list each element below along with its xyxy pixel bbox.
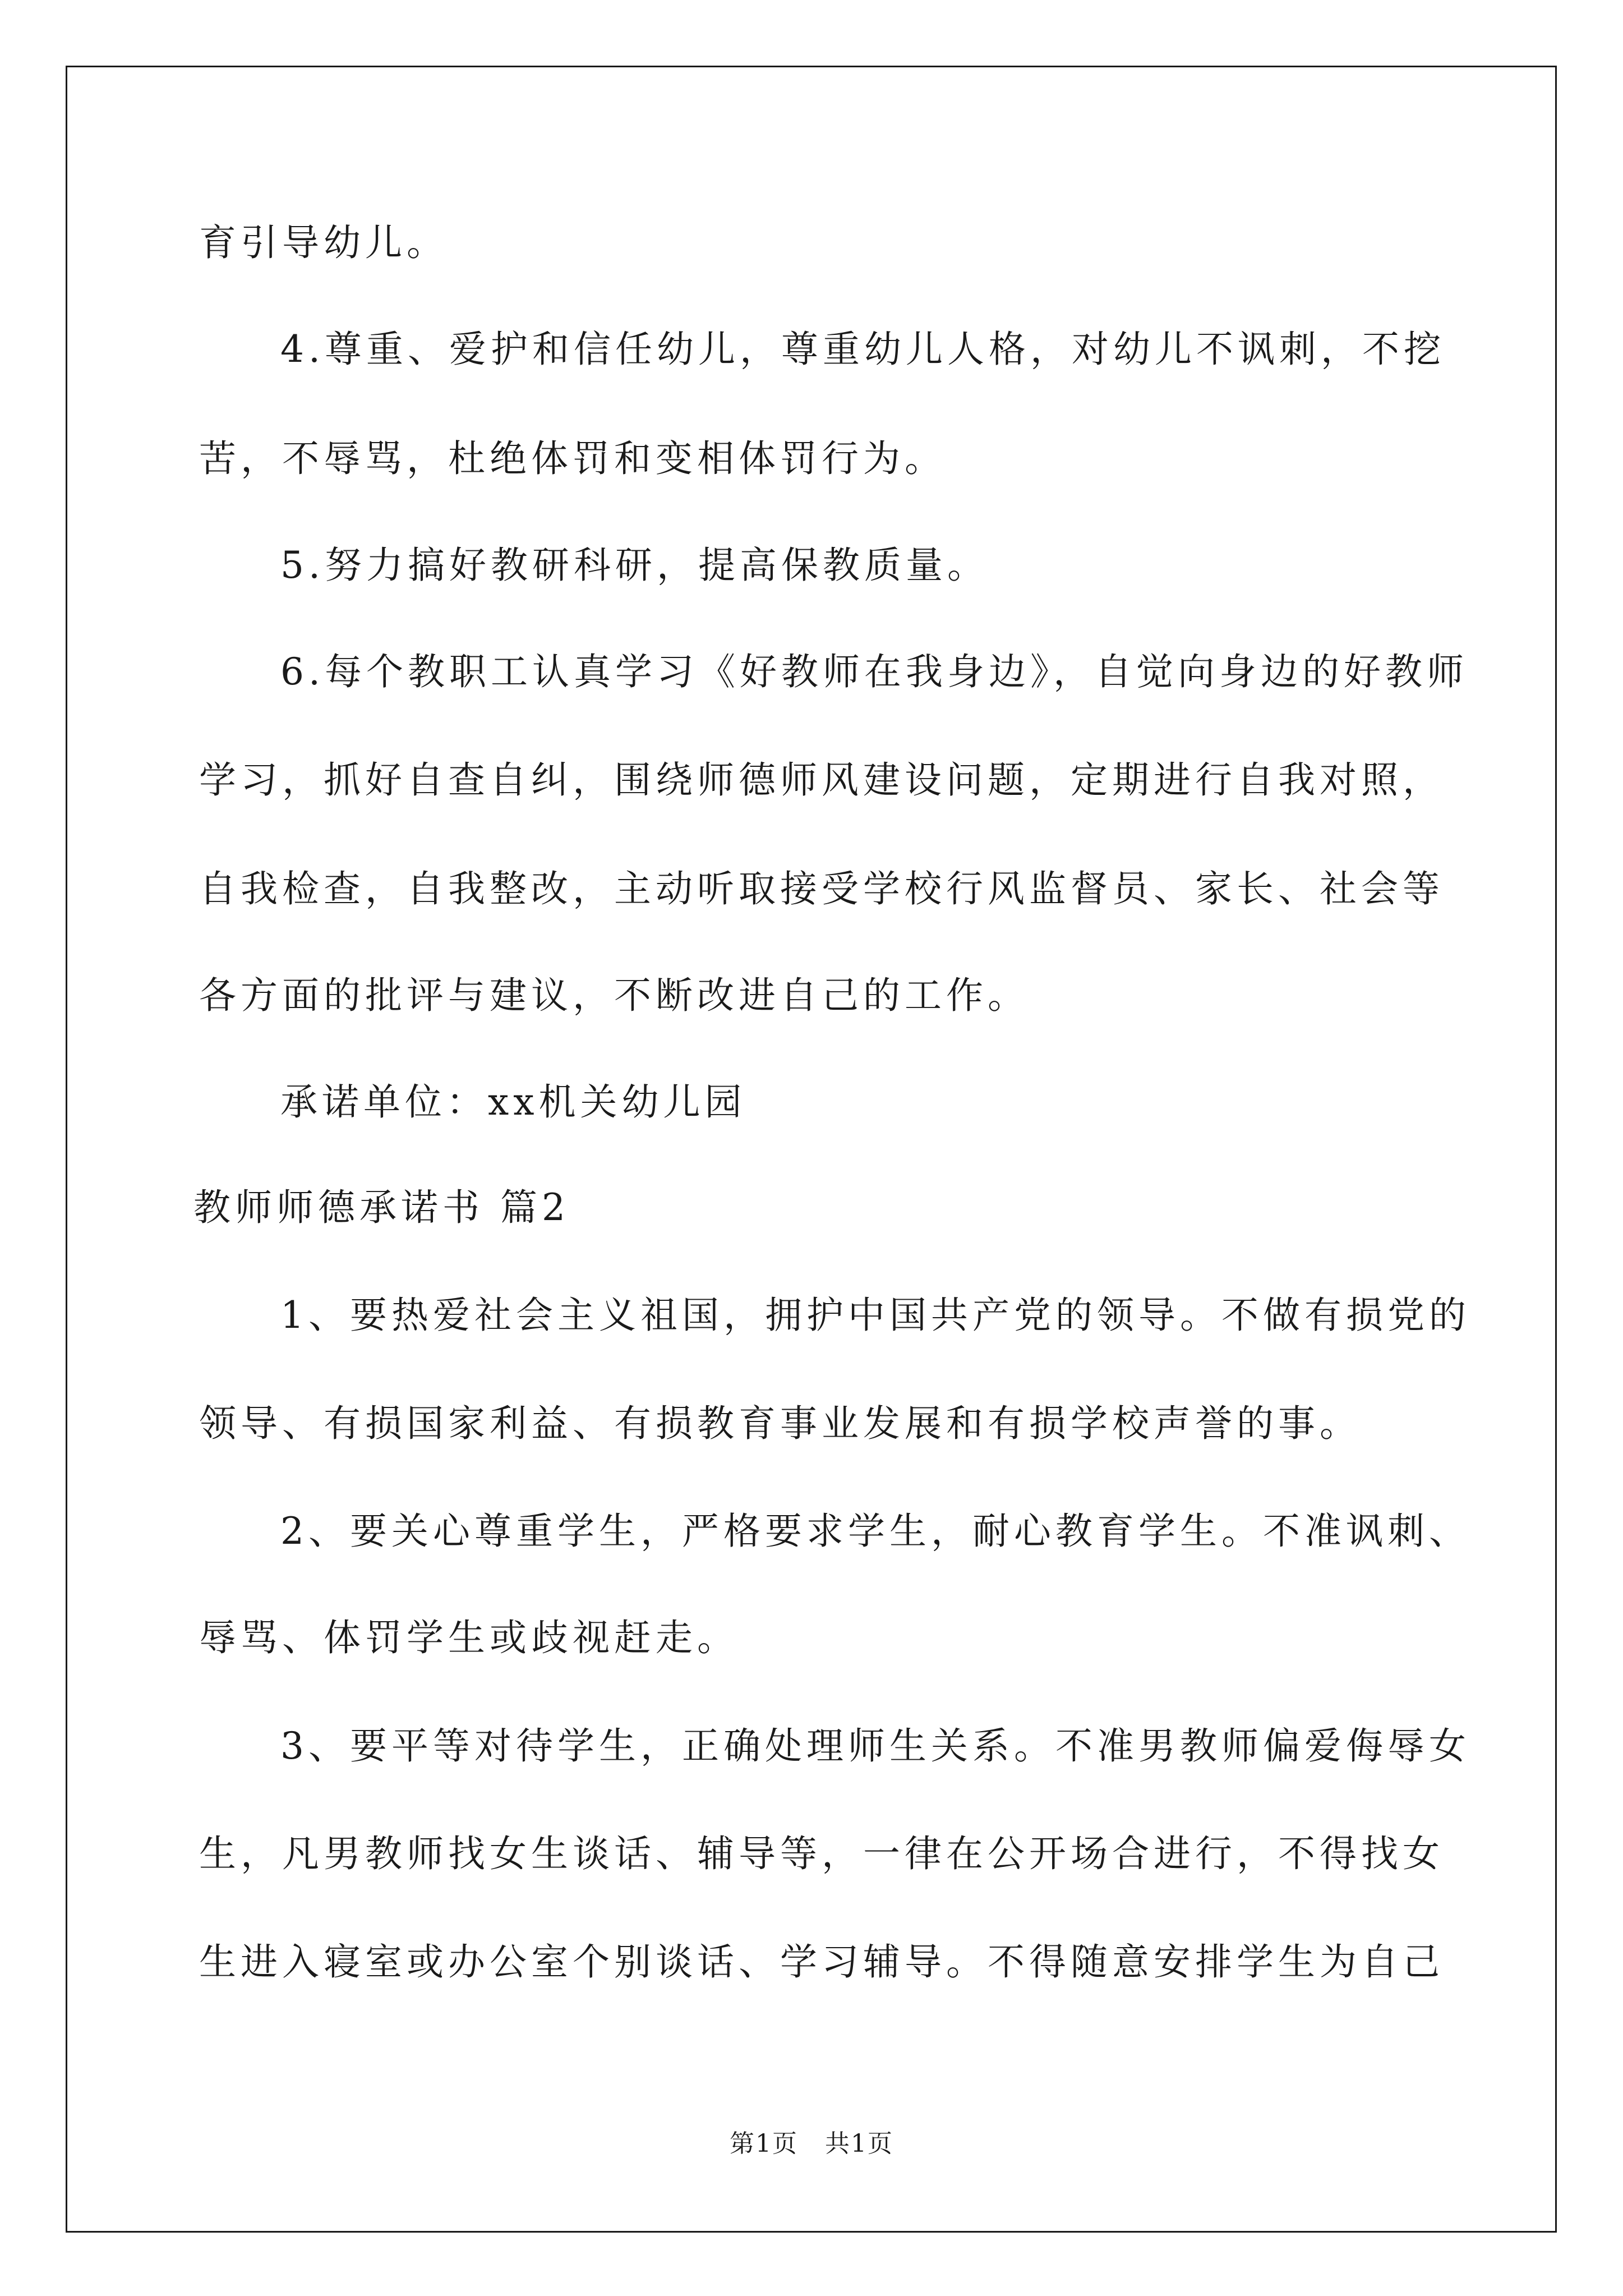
body-line-4: 5.努力搞好教研科研，提高保教质量。	[280, 544, 989, 587]
body-line-2: 4.尊重、爱护和信任幼儿，尊重幼儿人格，对幼儿不讽刺，不挖	[280, 328, 1445, 371]
body-line-15: 3、要平等对待学生，正确处理师生关系。不准男教师偏爱侮辱女	[280, 1724, 1470, 1768]
body-line-17: 生进入寝室或办公室个别谈话、学习辅导。不得随意安排学生为自己	[199, 1940, 1444, 1984]
body-line-8: 各方面的批评与建议，不断改进自己的工作。	[199, 974, 1029, 1017]
body-line-12: 领导、有损国家利益、有损教育事业发展和有损学校声誉的事。	[199, 1402, 1361, 1445]
body-line-16: 生，凡男教师找女生谈话、辅导等，一律在公开场合进行，不得找女	[199, 1832, 1444, 1875]
body-line-9: 承诺单位：xx机关幼儿园	[280, 1080, 746, 1124]
body-line-7: 自我检查，自我整改，主动听取接受学校行风监督员、家长、社会等	[199, 867, 1444, 910]
section-heading: 教师师德承诺书 篇2	[193, 1186, 570, 1229]
body-line-13: 2、要关心尊重学生，严格要求学生，耐心教育学生。不准讽刺、	[280, 1510, 1470, 1553]
body-line-1: 育引导幼儿。	[199, 221, 448, 264]
page-number: 第1页 共1页	[730, 2129, 893, 2158]
page-border	[66, 66, 1557, 2233]
body-line-6: 学习，抓好自查自纠，围绕师德师风建设问题，定期进行自我对照，	[199, 758, 1444, 802]
body-line-3: 苦，不辱骂，杜绝体罚和变相体罚行为。	[199, 437, 946, 480]
body-line-14: 辱骂、体罚学生或歧视赶走。	[199, 1616, 739, 1659]
body-line-5: 6.每个教职工认真学习《好教师在我身边》，自觉向身边的好教师	[280, 650, 1468, 693]
body-line-11: 1、要热爱社会主义祖国，拥护中国共产党的领导。不做有损党的	[280, 1294, 1470, 1337]
